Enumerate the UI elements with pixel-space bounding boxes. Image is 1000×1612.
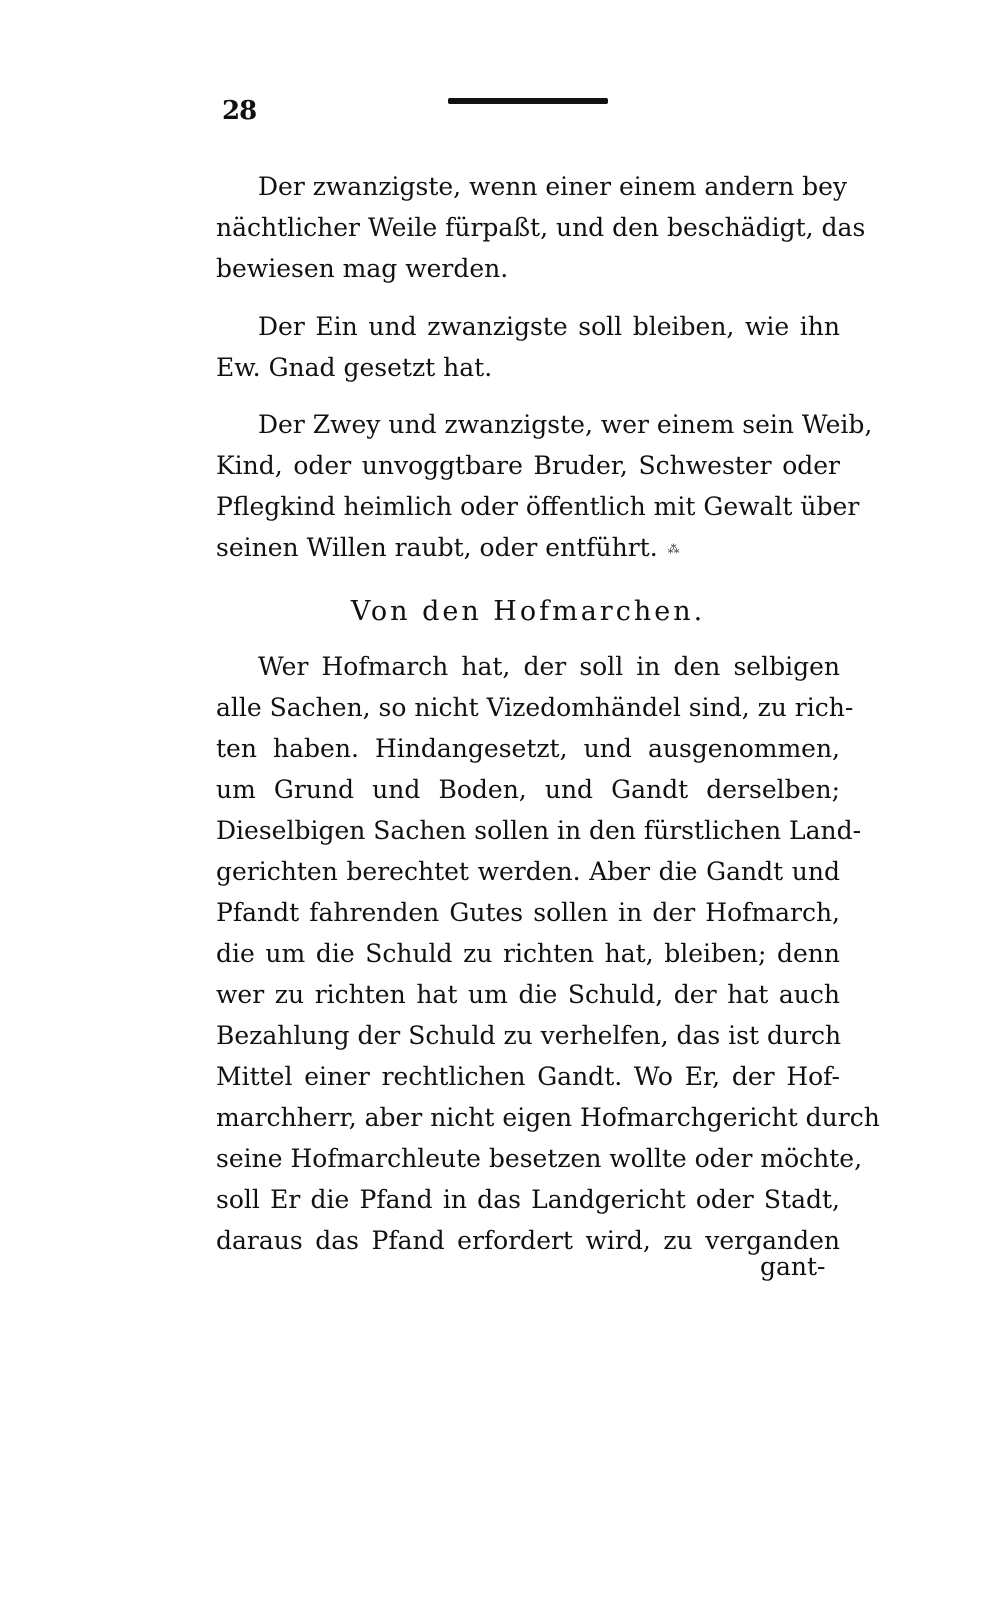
header-rule [448, 98, 608, 104]
text-line: Der zwanzigste, wenn einer einem andern bey [258, 172, 848, 201]
section-body [216, 646, 880, 1261]
section-heading: Von den Hofmarchen. [350, 596, 706, 627]
text-line: Pfandt fahrenden Gutes sollen in der Hofmarch, [216, 898, 840, 927]
text-line: Dieselbigen Sachen sollen in den fürstlichen Land- [216, 816, 862, 845]
text-line: Ew. Gnad gesetzt hat. [216, 353, 493, 382]
paragraph-article-20 [216, 166, 866, 289]
text-line: gerichten berechtet werden. Aber die Gandt und [216, 857, 840, 886]
text-line: soll Er die Pfand in das Landgericht oder Stadt, [216, 1185, 840, 1214]
text-line: Kind, oder unvoggtbare Bruder, Schwester oder [216, 451, 840, 480]
text-line: um Grund und Boden, und Gandt derselben; [216, 775, 840, 804]
text-line-wrapper [216, 527, 840, 570]
text-line: Wer Hofmarch hat, der soll in den selbigen [258, 652, 840, 681]
text-line: nächtlicher Weile fürpaßt, und den beschädigt, das [216, 213, 866, 242]
text-line: ten haben. Hindangesetzt, und ausgenommen, [216, 734, 840, 763]
text-line: Pflegkind heimlich oder öffentlich mit Gewalt über [216, 492, 860, 521]
text-line: seinen Willen raubt, oder entführt. [216, 533, 658, 562]
text-line: die um die Schuld zu richten hat, bleiben; denn [216, 939, 840, 968]
text-line: Mittel einer rechtlichen Gandt. Wo Er, der Hof- [216, 1062, 840, 1091]
text-line: marchherr, aber nicht eigen Hofmarchgericht durch [216, 1103, 880, 1132]
paragraph-article-21 [216, 306, 840, 388]
text-line: Der Zwey und zwanzigste, wer einem sein Weib, [258, 410, 873, 439]
text-line: seine Hofmarchleute besetzen wollte oder möchte, [216, 1144, 863, 1173]
text-line: Der Ein und zwanzigste soll bleiben, wie ihn [258, 312, 840, 341]
page-number: 28 [222, 96, 257, 126]
text-line: wer zu richten hat um die Schuld, der hat auch [216, 980, 840, 1009]
text-line: daraus das Pfand erfordert wird, zu verganden [216, 1226, 840, 1255]
text-line: Bezahlung der Schuld zu verhelfen, das ist durch [216, 1021, 842, 1050]
text-line: bewiesen mag werden. [216, 254, 509, 283]
text-line: alle Sachen, so nicht Vizedomhändel sind, zu rich- [216, 693, 854, 722]
catchword: gant- [760, 1252, 826, 1281]
paragraph-article-22 [216, 404, 873, 570]
printers-mark-icon: ⁂ [667, 542, 680, 556]
